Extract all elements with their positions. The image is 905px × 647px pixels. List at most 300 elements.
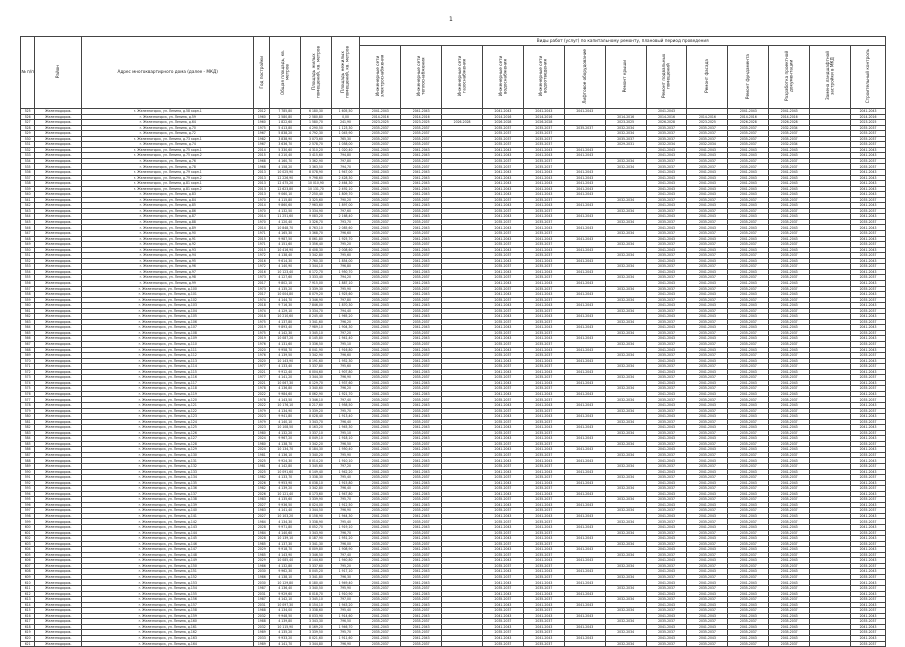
cell-area-living: 8 028,40 <box>301 414 332 420</box>
cell-work-period: 2035-2037 <box>769 164 810 170</box>
cell-work-period: 2041-2043 <box>483 109 524 115</box>
cell-area-living: 8 045,20 <box>301 569 332 575</box>
cell-work-period: 2035-2037 <box>523 519 564 525</box>
cell-year: 2030 <box>254 569 270 575</box>
cell-work-period: 2035-2037 <box>769 375 810 381</box>
cell-work-period: 2041-2043 <box>687 569 728 575</box>
cell-year: 1968 <box>254 158 270 164</box>
cell-work-period: 2041-2043 <box>728 502 769 508</box>
cell-district: Железнодорож. <box>35 136 82 142</box>
cell-work-period: 2035-2037 <box>728 125 769 131</box>
cell-work-period: 2035-2037 <box>360 497 401 503</box>
cell-work-period: 2041-2043 <box>851 525 886 531</box>
cell-work-period: 2035-2037 <box>360 630 401 636</box>
cell-area-total: 9 962,30 <box>270 569 301 575</box>
cell-work-period: 2041-2043 <box>646 447 687 453</box>
cell-area-total: 4 132,20 <box>270 430 301 436</box>
cell-work-period: 2035-2037 <box>483 341 524 347</box>
cell-area-nonliving: 795,40 <box>331 608 360 614</box>
cell-area-total: 5 330,60 <box>270 147 301 153</box>
cell-work-period: 2032-2034 <box>605 242 646 248</box>
cell-work-period: 2041-2043 <box>851 369 886 375</box>
cell-work-period: 2035-2037 <box>523 552 564 558</box>
cell-area-living: 3 073,60 <box>301 136 332 142</box>
cell-district: Железнодорож. <box>35 147 82 153</box>
cell-work-period: 2035-2037 <box>851 386 886 392</box>
cell-area-total: 10 139,10 <box>270 536 301 542</box>
cell-work-period: 2035-2037 <box>646 219 687 225</box>
cell-work-period: 2035-2037 <box>769 131 810 137</box>
cell-work-period: 2035-2037 <box>401 608 442 614</box>
cell-district: Железнодорож. <box>35 314 82 320</box>
cell-work-period: 2041-2043 <box>646 436 687 442</box>
cell-address: г. Железногорск, ул. Ленина, д.138 <box>82 497 254 503</box>
cell-work-period: 2041-2043 <box>483 624 524 630</box>
cell-address: г. Железногорск, ул. Ленина, д.93 <box>82 247 254 253</box>
cell-year: 2016 <box>254 258 270 264</box>
cell-year: 2014 <box>254 147 270 153</box>
cell-no: 539 <box>21 186 35 192</box>
cell-work-period: 2035-2037 <box>687 164 728 170</box>
cell-work-period: 2041-2043 <box>646 247 687 253</box>
cell-district: Железнодорож. <box>35 208 82 214</box>
cell-work-period: 2032-2034 <box>605 208 646 214</box>
cell-work-period: 2041-2043 <box>564 613 605 619</box>
cell-work-period: 2035-2037 <box>360 597 401 603</box>
cell-work-period: 2035-2037 <box>728 608 769 614</box>
cell-work-period: 2041-2043 <box>523 502 564 508</box>
cell-area-nonliving: 1 854,00 <box>331 258 360 264</box>
cell-year: 2021 <box>254 380 270 386</box>
cell-work-period: 2041-2043 <box>687 491 728 497</box>
cell-work-period: 2041-2043 <box>564 214 605 220</box>
cell-work-period: 2035-2037 <box>851 275 886 281</box>
cell-work-period: 2032-2034 <box>605 441 646 447</box>
cell-work-period: 2035-2037 <box>360 253 401 259</box>
cell-area-total: 4 143,90 <box>270 552 301 558</box>
cell-year: 2015 <box>254 236 270 242</box>
header-work-type <box>646 46 687 109</box>
cell-work-period: 2035-2037 <box>851 142 886 148</box>
cell-no: 599 <box>21 519 35 525</box>
cell-work-period: 2032-2034 <box>605 563 646 569</box>
cell-work-period: 2032-2034 <box>605 586 646 592</box>
cell-work-period: 2041-2043 <box>851 258 886 264</box>
cell-work-period: 2035-2037 <box>728 319 769 325</box>
cell-area-living: 8 033,90 <box>301 613 332 619</box>
cell-work-period: 2041-2043 <box>483 536 524 542</box>
cell-work-period: 2035-2037 <box>523 208 564 214</box>
cell-work-period: 2041-2043 <box>687 236 728 242</box>
cell-work-period: 2041-2043 <box>687 347 728 353</box>
cell-district: Железнодорож. <box>35 358 82 364</box>
cell-work-period: 2035-2037 <box>483 552 524 558</box>
cell-work-period: 2041-2043 <box>523 380 564 386</box>
cell-work-period: 2041-2043 <box>728 402 769 408</box>
cell-work-period: 2041-2043 <box>360 175 401 181</box>
cell-work-period: 2041-2043 <box>401 292 442 298</box>
cell-work-period: 2041-2043 <box>728 536 769 542</box>
cell-address: г. Железногорск, ул. Ленина, д.144 <box>82 530 254 536</box>
cell-area-total: 4 141,70 <box>270 641 301 647</box>
cell-work-period: 2035-2037 <box>769 519 810 525</box>
cell-work-period: 2035-2037 <box>523 253 564 259</box>
cell-work-period: 2035-2037 <box>401 419 442 425</box>
cell-district: Железнодорож. <box>35 513 82 519</box>
cell-work-period: 2041-2043 <box>646 181 687 187</box>
cell-year: 1973 <box>254 275 270 281</box>
cell-area-living: 3 343,70 <box>301 419 332 425</box>
cell-work-period: 2035-2037 <box>851 397 886 403</box>
cell-work-period: 2041-2043 <box>769 536 810 542</box>
cell-area-nonliving: 1 946,70 <box>331 624 360 630</box>
cell-work-period: 2032-2034 <box>605 297 646 303</box>
cell-work-period: 2041-2043 <box>564 303 605 309</box>
cell-area-total: 4 129,10 <box>270 308 301 314</box>
cell-area-nonliving: 1 912,50 <box>331 502 360 508</box>
cell-no: 584 <box>21 436 35 442</box>
cell-work-period: 2041-2043 <box>769 547 810 553</box>
cell-area-nonliving: 796,00 <box>331 541 360 547</box>
cell-address: г. Железногорск, ул. Ленина, д.120 <box>82 397 254 403</box>
cell-work-period: 2035-2037 <box>360 486 401 492</box>
cell-work-period: 2041-2043 <box>564 547 605 553</box>
cell-area-living: 8 079,20 <box>301 292 332 298</box>
cell-work-period: 2041-2043 <box>851 602 886 608</box>
cell-work-period: 2014-2016 <box>851 114 886 120</box>
cell-work-period: 2041-2043 <box>728 436 769 442</box>
cell-work-period: 2035-2037 <box>360 319 401 325</box>
cell-work-period: 2041-2043 <box>851 491 886 497</box>
cell-area-nonliving: 1 944,30 <box>331 513 360 519</box>
cell-area-living: 8 004,60 <box>301 369 332 375</box>
cell-work-period: 2035-2037 <box>687 630 728 636</box>
cell-work-period: 2035-2037 <box>687 419 728 425</box>
cell-work-period: 2035-2037 <box>728 430 769 436</box>
cell-work-period: 2035-2037 <box>851 158 886 164</box>
cell-year: 1978 <box>254 386 270 392</box>
cell-work-period: 2032-2034 <box>605 386 646 392</box>
cell-address: г. Железногорск, ул. Ленина, д.114 <box>82 364 254 370</box>
cell-address: г. Железногорск, ул. Ленина, д.78 <box>82 164 254 170</box>
cell-work-period: 2035-2037 <box>687 608 728 614</box>
cell-address: г. Железногорск, ул. Ленина, д.64 <box>82 120 254 126</box>
cell-address: г. Железногорск, ул. Ленина, д.131 <box>82 458 254 464</box>
cell-year: 2025 <box>254 458 270 464</box>
cell-work-period: 2035-2037 <box>769 497 810 503</box>
register-table <box>20 36 886 647</box>
cell-district: Железнодорож. <box>35 563 82 569</box>
cell-work-period: 2041-2043 <box>728 236 769 242</box>
cell-work-period: 2041-2043 <box>646 425 687 431</box>
cell-work-period: 2041-2043 <box>360 547 401 553</box>
cell-work-period: 2041-2043 <box>851 580 886 586</box>
cell-work-period: 2035-2037 <box>523 136 564 142</box>
cell-work-period: 2041-2043 <box>360 502 401 508</box>
cell-work-period: 2041-2043 <box>523 292 564 298</box>
cell-address: г. Железногорск, ул. Ленина, д.83 <box>82 192 254 198</box>
cell-year: 1975 <box>254 330 270 336</box>
cell-address: г. Железногорск, ул. Ленина, д.154 <box>82 586 254 592</box>
cell-area-nonliving: 1 910,90 <box>331 591 360 597</box>
cell-district: Железнодорож. <box>35 441 82 447</box>
cell-work-period: 2023-2025 <box>851 120 886 126</box>
cell-work-period: 2041-2043 <box>483 525 524 531</box>
cell-area-total: 9 941,80 <box>270 414 301 420</box>
cell-work-period: 2041-2043 <box>851 547 886 553</box>
cell-work-period: 2041-2043 <box>483 214 524 220</box>
cell-year: 2033 <box>254 635 270 641</box>
cell-address: г. Железногорск, ул. Ленина, д.115 <box>82 369 254 375</box>
cell-address: г. Железногорск, ул. Ленина, д.112 <box>82 353 254 359</box>
cell-address: г. Железногорск, ул. Ленина, д.95 <box>82 258 254 264</box>
cell-work-period: 2041-2043 <box>483 491 524 497</box>
cell-no: 571 <box>21 364 35 370</box>
header-work-type <box>769 46 810 109</box>
cell-district: Железнодорож. <box>35 525 82 531</box>
cell-work-period: 2041-2043 <box>401 480 442 486</box>
cell-work-period: 2041-2043 <box>564 436 605 442</box>
cell-address: г. Железногорск, ул. Ленина, д.102 <box>82 297 254 303</box>
cell-work-period: 2023-2025 <box>687 120 728 126</box>
cell-no: 560 <box>21 303 35 309</box>
cell-area-total: 10 067,30 <box>270 380 301 386</box>
cell-work-period: 2035-2037 <box>728 563 769 569</box>
cell-area-total: 4 210,40 <box>270 153 301 159</box>
cell-work-period: 2041-2043 <box>769 175 810 181</box>
cell-no: 615 <box>21 608 35 614</box>
cell-work-period: 2035-2037 <box>401 219 442 225</box>
cell-address: г. Железногорск, ул. Ленина, д.152 <box>82 574 254 580</box>
cell-work-period: 2035-2037 <box>646 441 687 447</box>
cell-work-period: 2035-2037 <box>523 158 564 164</box>
cell-work-period: 2035-2037 <box>769 386 810 392</box>
cell-work-period: 2035-2037 <box>360 475 401 481</box>
cell-work-period: 2041-2043 <box>523 347 564 353</box>
cell-work-period: 2035-2037 <box>483 158 524 164</box>
cell-work-period: 2035-2037 <box>523 419 564 425</box>
cell-work-period: 2041-2043 <box>523 314 564 320</box>
cell-work-period: 2035-2037 <box>605 136 646 142</box>
cell-area-total: 11 251,60 <box>270 214 301 220</box>
cell-no: 605 <box>21 552 35 558</box>
cell-area-nonliving: 1 914,60 <box>331 613 360 619</box>
cell-work-period: 2029-2031 <box>605 142 646 148</box>
cell-work-period: 2041-2043 <box>523 280 564 286</box>
cell-work-period: 2041-2043 <box>728 181 769 187</box>
cell-no: 576 <box>21 391 35 397</box>
cell-work-period: 2035-2037 <box>646 608 687 614</box>
cell-work-period: 2041-2043 <box>401 325 442 331</box>
cell-work-period: 2041-2043 <box>769 558 810 564</box>
cell-work-period: 2035-2037 <box>523 297 564 303</box>
cell-area-living: 10 010,90 <box>301 181 332 187</box>
cell-work-period: 2035-2037 <box>728 364 769 370</box>
cell-work-period: 2041-2043 <box>401 525 442 531</box>
cell-work-period: 2035-2037 <box>728 597 769 603</box>
cell-work-period: 2041-2043 <box>687 591 728 597</box>
cell-address: г. Железногорск, ул. Ленина, д.162 <box>82 630 254 636</box>
cell-district: Железнодорож. <box>35 280 82 286</box>
cell-work-period: 2032-2034 <box>605 475 646 481</box>
cell-work-period: 2035-2037 <box>523 430 564 436</box>
cell-district: Железнодорож. <box>35 231 82 237</box>
cell-work-period: 2035-2037 <box>360 231 401 237</box>
cell-no: 610 <box>21 580 35 586</box>
cell-district: Железнодорож. <box>35 236 82 242</box>
cell-work-period: 2023-2025 <box>360 120 401 126</box>
cell-work-period: 2041-2043 <box>646 170 687 176</box>
cell-area-living: 8 014,20 <box>301 458 332 464</box>
cell-work-period: 2032-2034 <box>605 464 646 470</box>
cell-work-period: 2035-2037 <box>646 397 687 403</box>
cell-no: 555 <box>21 275 35 281</box>
cell-area-total: 9 918,70 <box>270 547 301 553</box>
cell-work-period: 2041-2043 <box>728 147 769 153</box>
cell-work-period: 2041-2043 <box>401 258 442 264</box>
cell-work-period: 2041-2043 <box>523 536 564 542</box>
header-district-label: Район <box>55 65 61 79</box>
cell-address: г. Железногорск, ул. Ленина, д.130 <box>82 452 254 458</box>
cell-work-period: 2035-2037 <box>646 231 687 237</box>
cell-area-living: 3 337,10 <box>301 430 332 436</box>
cell-area-total: 12 226,90 <box>270 175 301 181</box>
cell-work-period: 2041-2043 <box>564 525 605 531</box>
cell-work-period: 2041-2043 <box>687 480 728 486</box>
cell-work-period: 2035-2037 <box>646 408 687 414</box>
cell-work-period: 2035-2037 <box>687 264 728 270</box>
cell-area-living: 3 346,50 <box>301 552 332 558</box>
cell-work-period: 2026-2028 <box>728 120 769 126</box>
cell-work-period: 2041-2043 <box>523 303 564 309</box>
header-work-type <box>810 46 851 109</box>
cell-district: Железнодорож. <box>35 552 82 558</box>
cell-area-nonliving: 1 917,10 <box>331 569 360 575</box>
cell-work-period: 2041-2043 <box>769 480 810 486</box>
cell-year: 2031 <box>254 602 270 608</box>
cell-work-period: 2035-2037 <box>360 136 401 142</box>
cell-work-period: 2035-2037 <box>523 286 564 292</box>
cell-work-period: 2035-2037 <box>401 519 442 525</box>
cell-work-period: 2035-2037 <box>687 386 728 392</box>
cell-work-period: 2041-2043 <box>564 513 605 519</box>
cell-work-period: 2041-2043 <box>851 186 886 192</box>
cell-area-total: 4 135,60 <box>270 497 301 503</box>
cell-year: 2017 <box>254 280 270 286</box>
cell-area-living: 3 341,60 <box>301 319 332 325</box>
cell-work-period: 2035-2037 <box>483 253 524 259</box>
cell-work-period: 2041-2043 <box>523 369 564 375</box>
cell-work-period: 2035-2037 <box>646 319 687 325</box>
header-work-type-label: Лифтовое оборудование <box>581 48 587 104</box>
cell-work-period: 2041-2043 <box>687 558 728 564</box>
cell-work-period: 2035-2037 <box>687 208 728 214</box>
cell-work-period: 2035-2037 <box>483 619 524 625</box>
cell-work-period: 2041-2043 <box>769 214 810 220</box>
cell-work-period: 2041-2043 <box>360 624 401 630</box>
cell-work-period: 2041-2043 <box>360 580 401 586</box>
cell-work-period: 2041-2043 <box>523 147 564 153</box>
cell-area-total: 4 137,80 <box>270 319 301 325</box>
cell-work-period: 2035-2037 <box>483 386 524 392</box>
cell-work-period: 2035-2037 <box>646 208 687 214</box>
cell-work-period: 2041-2043 <box>646 547 687 553</box>
cell-area-living: 3 356,40 <box>301 242 332 248</box>
cell-work-period: 2041-2043 <box>728 247 769 253</box>
cell-work-period: 2035-2037 <box>523 574 564 580</box>
cell-area-living: 3 362,90 <box>301 158 332 164</box>
cell-year: 2018 <box>254 314 270 320</box>
cell-area-total: 10 129,80 <box>270 580 301 586</box>
cell-work-period: 2035-2037 <box>401 319 442 325</box>
cell-work-period: 2041-2043 <box>564 236 605 242</box>
cell-work-period: 2032-2034 <box>605 430 646 436</box>
cell-work-period: 2035-2037 <box>687 441 728 447</box>
cell-work-period: 2035-2037 <box>728 630 769 636</box>
cell-work-period: 2041-2043 <box>769 502 810 508</box>
cell-work-period: 2035-2037 <box>483 330 524 336</box>
cell-no: 614 <box>21 602 35 608</box>
cell-district: Железнодорож. <box>35 597 82 603</box>
cell-no: 582 <box>21 425 35 431</box>
cell-work-period: 2041-2043 <box>564 480 605 486</box>
cell-work-period: 2035-2037 <box>523 341 564 347</box>
cell-district: Железнодорож. <box>35 436 82 442</box>
cell-district: Железнодорож. <box>35 408 82 414</box>
header-works-group: Виды работ (услуг) по капитальному ремонту, плановый период проведения <box>360 37 886 46</box>
cell-area-nonliving: 765,30 <box>331 136 360 142</box>
cell-work-period: 2041-2043 <box>483 303 524 309</box>
cell-work-period: 2035-2037 <box>851 475 886 481</box>
cell-area-living: 3 325,60 <box>301 197 332 203</box>
cell-work-period: 2041-2043 <box>564 447 605 453</box>
cell-work-period: 2041-2043 <box>401 336 442 342</box>
cell-year: 1988 <box>254 619 270 625</box>
cell-area-living: 7 915,00 <box>301 280 332 286</box>
cell-area-nonliving: 1 904,30 <box>331 325 360 331</box>
cell-year: 2014 <box>254 225 270 231</box>
cell-work-period: 2041-2043 <box>401 303 442 309</box>
cell-area-nonliving: 796,30 <box>331 574 360 580</box>
cell-area-nonliving: 1 950,40 <box>331 447 360 453</box>
cell-district: Железнодорож. <box>35 258 82 264</box>
cell-district: Железнодорож. <box>35 458 82 464</box>
cell-work-period: 2041-2043 <box>360 314 401 320</box>
cell-work-period: 2041-2043 <box>728 269 769 275</box>
cell-work-period: 2035-2037 <box>523 608 564 614</box>
cell-work-period: 2041-2043 <box>483 186 524 192</box>
cell-year: 2015 <box>254 153 270 159</box>
cell-area-total: 10 085,40 <box>270 558 301 564</box>
cell-work-period: 2035-2037 <box>728 330 769 336</box>
cell-area-living: 3 343,30 <box>301 619 332 625</box>
cell-area-living: 2 580,80 <box>301 114 332 120</box>
cell-year: 2017 <box>254 292 270 298</box>
cell-work-period: 2035-2037 <box>769 597 810 603</box>
cell-work-period: 2035-2037 <box>401 308 442 314</box>
cell-work-period: 2035-2037 <box>851 608 886 614</box>
cell-address: г. Железногорск, ул. Ленина, д.92 <box>82 242 254 248</box>
cell-work-period: 2035-2037 <box>769 308 810 314</box>
cell-work-period: 2041-2043 <box>483 175 524 181</box>
cell-address: г. Железногорск, ул. Ленина, д.94 <box>82 253 254 259</box>
cell-area-living: 8 018,70 <box>301 591 332 597</box>
cell-no: 553 <box>21 264 35 270</box>
cell-work-period: 2035-2037 <box>728 641 769 647</box>
cell-work-period: 2032-2034 <box>605 519 646 525</box>
cell-year: 1972 <box>254 264 270 270</box>
cell-year: 1981 <box>254 464 270 470</box>
